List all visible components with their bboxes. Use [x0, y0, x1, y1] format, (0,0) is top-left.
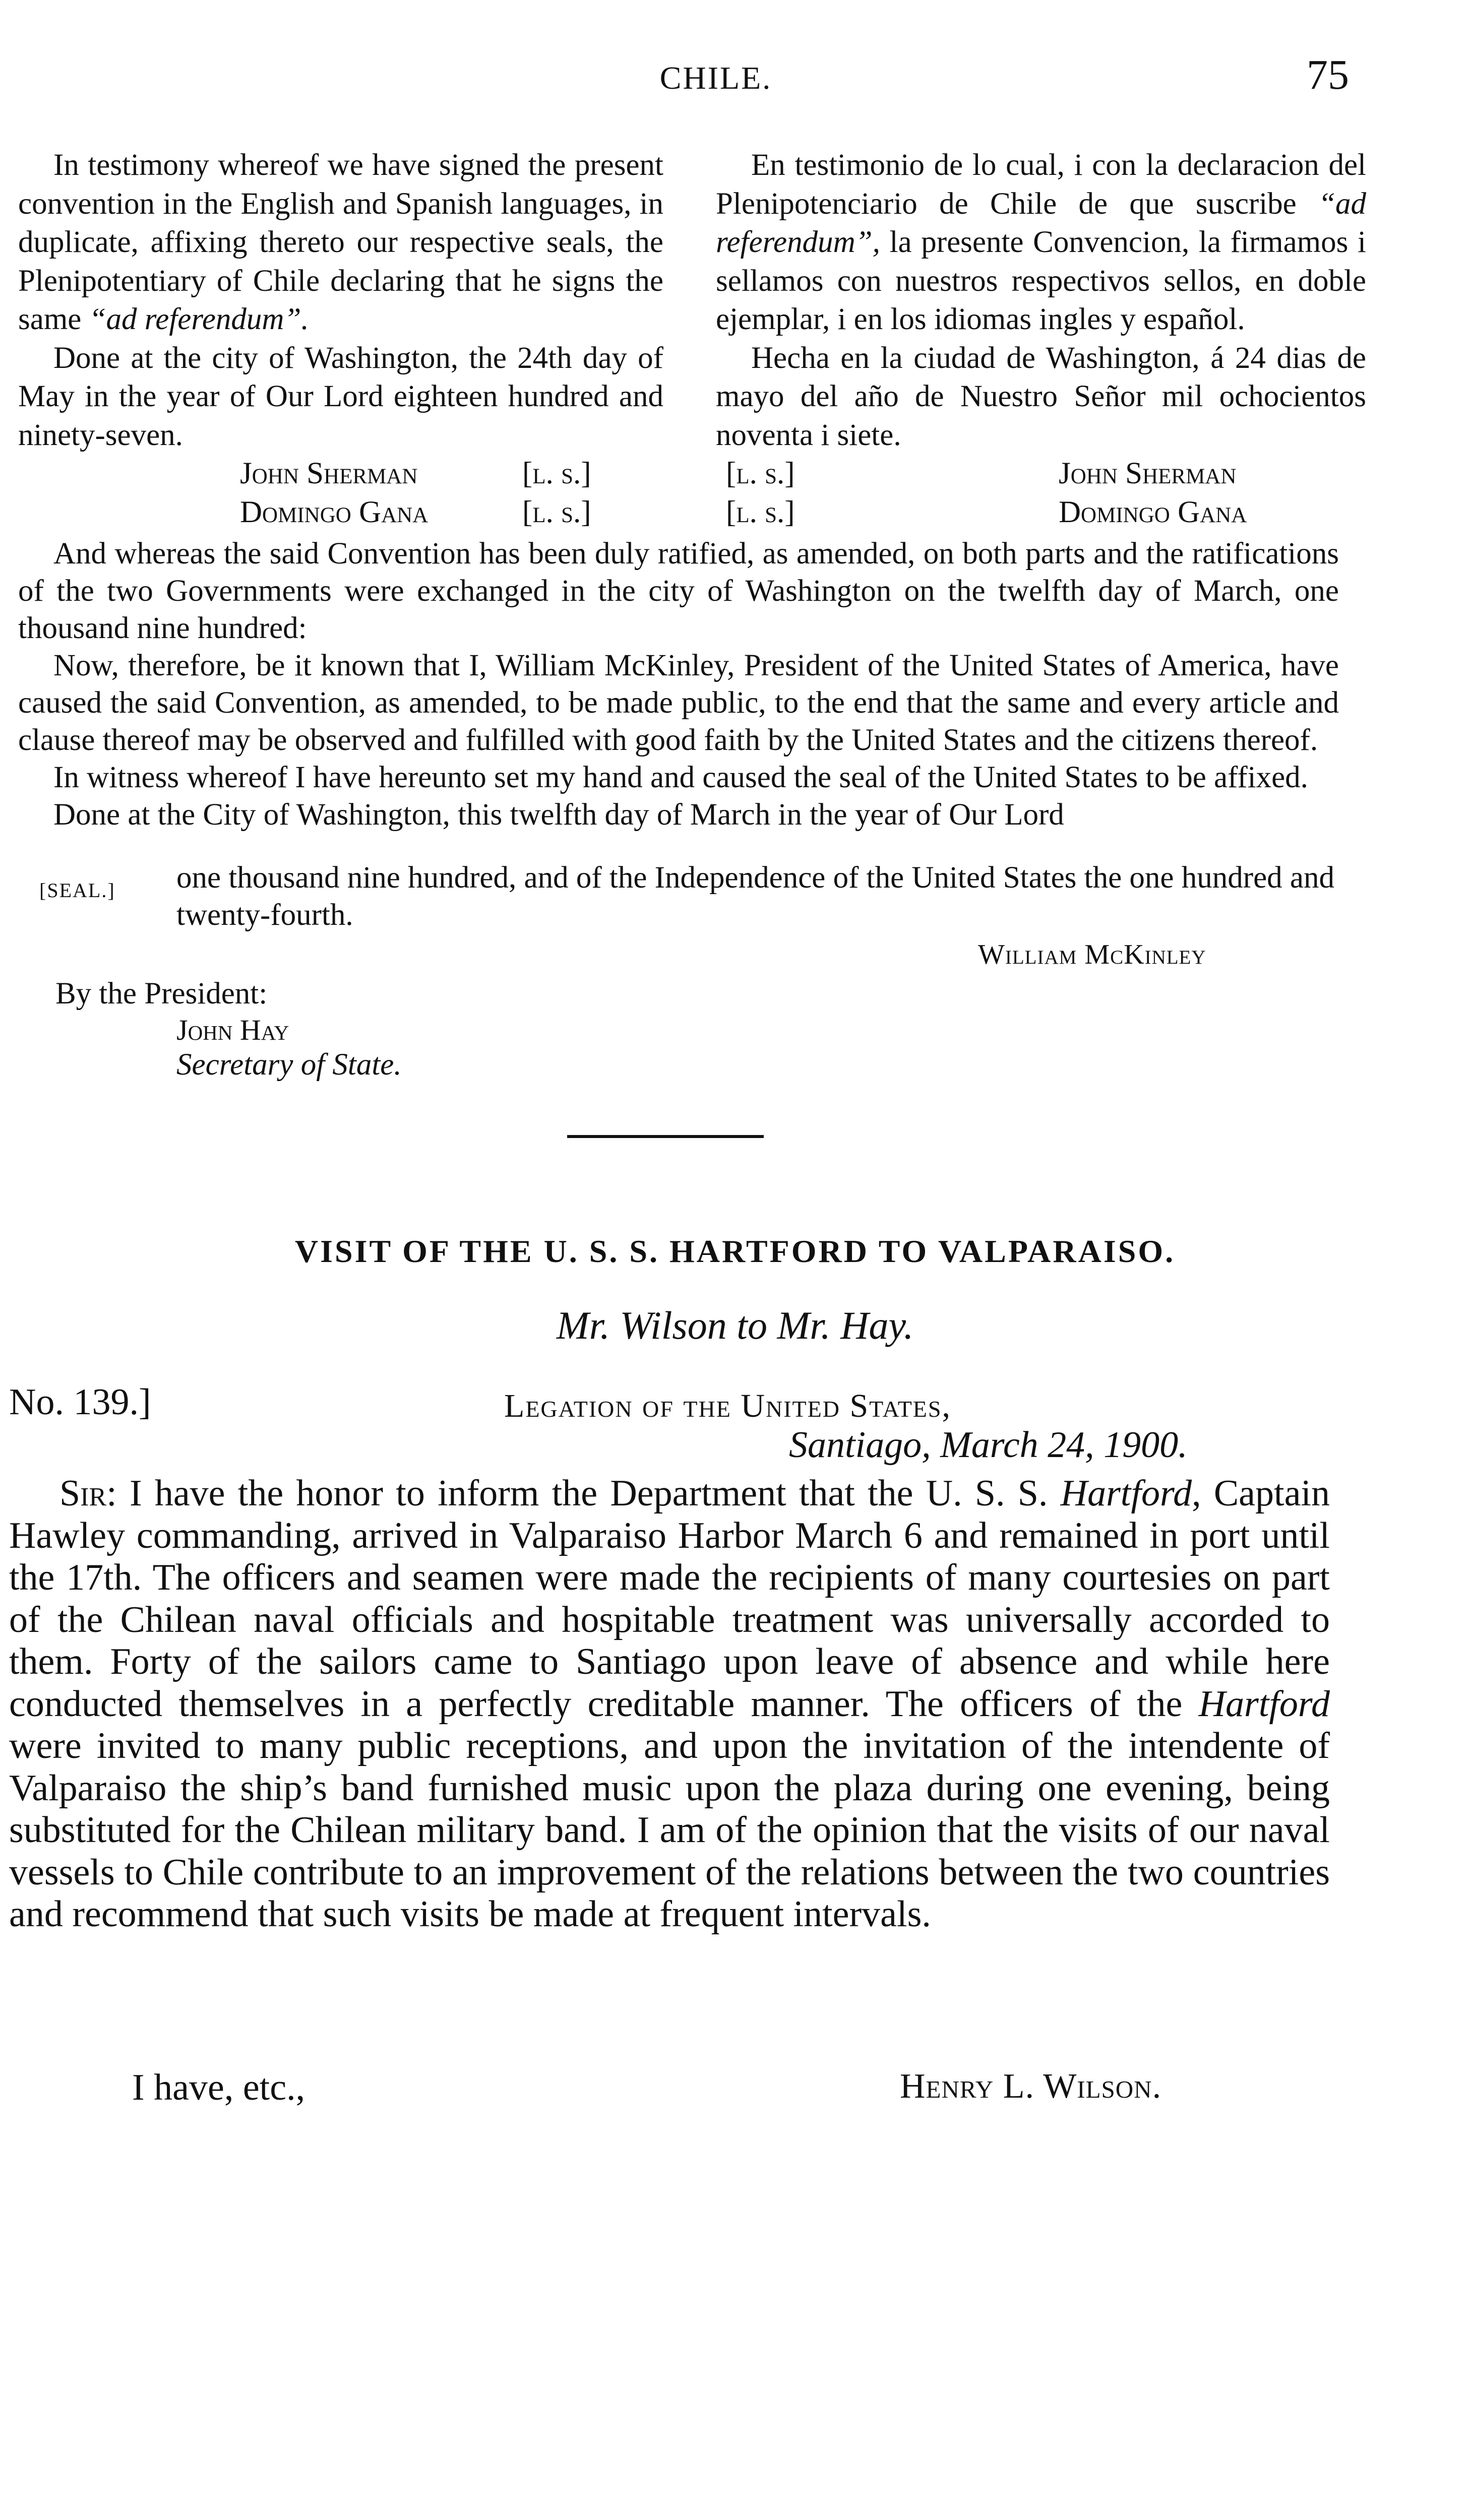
- ship-name: Hartford: [1198, 1683, 1330, 1725]
- in-witness-paragraph: In witness whereof I have hereunto set my hand and caused the seal of the United States to be affixed.: [53, 761, 1308, 794]
- ship-name: Hartford: [1060, 1473, 1192, 1514]
- secretary-title: Secretary of State.: [176, 1048, 402, 1082]
- correspondence-heading: Mr. Wilson to Mr. Hay.: [556, 1303, 914, 1347]
- spanish-signature-row: [716, 455, 1366, 493]
- signatory-name: John Sherman: [1059, 457, 1237, 490]
- section-divider: [567, 1135, 764, 1138]
- spanish-column: [716, 146, 1366, 532]
- spanish-testimony-paragraph: En testimonio de lo cual, i con la declaracion del Plenipotenciario de Chile de que suscribe “ad referendum”, la presente Convencion, la firmamos i sellamos con nuestros respectivos sellos, en doble ejemplar, i en los idiomas ingles y español.: [716, 148, 1367, 336]
- president-signature: William McKinley: [978, 939, 1206, 970]
- seal-mark: [l. s.]: [522, 495, 591, 529]
- salutation: Sir:: [59, 1473, 117, 1514]
- letter-body: [9, 1473, 1330, 1936]
- section-title: VISIT OF THE U. S. S. HARTFORD TO VALPARAISO.: [294, 1233, 1176, 1269]
- done-at-line: Done at the City of Washington, this twelfth day of March in the year of Our Lord: [53, 798, 1064, 832]
- ad-referendum-quote: “ad referendum”.: [89, 302, 309, 336]
- spanish-signature-row: [716, 493, 1366, 532]
- signatory-name: Domingo Gana: [1059, 495, 1247, 529]
- english-testimony-paragraph: In testimony whereof we have signed the present convention in the English and Spanish languages, in duplicate, affixing thereto our respective seals, the Plenipotentiary of Chile declaring that he signs the same “ad referendum”.: [18, 148, 663, 336]
- legation-heading: Legation of the United States,: [504, 1388, 951, 1424]
- ratification-paragraph: And whereas the said Convention has been duly ratified, as amended, on both parts and the ratifications of the two Governments were exchanged in the city of Washington on the twelfth day of March, one thousand nine hundred:: [18, 537, 1339, 645]
- by-the-president: By the President:: [55, 977, 268, 1011]
- now-therefore-paragraph: Now, therefore, be it known that I, William McKinley, President of the United States of America, have caused the said Convention, as amended, to be made public, to the end that the same and every article and clause thereof may be observed and fulfilled with good faith by the United States and the citizens thereof.: [18, 649, 1339, 757]
- secretary-name: John Hay: [176, 1014, 289, 1046]
- seal-mark: [SEAL.]: [39, 879, 115, 902]
- despatch-number: No. 139.]: [9, 1381, 151, 1423]
- letter-closing: I have, etc.,: [132, 2067, 305, 2108]
- signatory-name: Domingo Gana: [240, 495, 428, 529]
- english-done-paragraph: Done at the city of Washington, the 24th day of May in the year of Our Lord eighteen hundred and ninety-seven.: [18, 341, 663, 452]
- running-head: CHILE.: [659, 60, 772, 96]
- seal-mark: [l. s.]: [726, 495, 795, 529]
- letter-signature: Henry L. Wilson.: [900, 2067, 1162, 2106]
- english-signature-row: [18, 493, 663, 532]
- proclamation-text: [18, 535, 1339, 834]
- english-signature-row: [18, 455, 663, 493]
- signatory-name: John Sherman: [240, 457, 418, 490]
- done-at-continuation: one thousand nine hundred, and of the Independence of the United States the one hundred and twenty-fourth.: [176, 861, 1334, 932]
- seal-mark: [l. s.]: [522, 457, 591, 490]
- spanish-done-paragraph: Hecha en la ciudad de Washington, á 24 dias de mayo del año de Nuestro Señor mil ochocientos noventa i siete.: [716, 341, 1366, 452]
- dateline: Santiago, March 24, 1900.: [789, 1424, 1188, 1466]
- letter-paragraph: Sir: I have the honor to inform the Department that the U. S. S. Hartford, Captain Hawley commanding, arrived in Valparaiso Harbor March 6 and remained in port until the 17th. The officers and seamen were made the recipients of many courtesies on part of the Chilean naval officials and hospitable treatment was universally accorded to them. Forty of the sailors came to Santiago upon leave of absence and while here conducted themselves in a perfectly creditable manner. The officers of the Hartford were invited to many public receptions, and upon the invitation of the intendente of Valparaiso the ship’s band furnished music upon the plaza during one evening, being substituted for the Chilean military band. I am of the opinion that the visits of our naval vessels to Chile contribute to an improvement of the relations between the two countries and recommend that such visits be made at frequent intervals.: [9, 1473, 1330, 1935]
- english-column: [18, 146, 663, 532]
- ad-referendum-quote: “ad referendum”,: [716, 186, 1367, 259]
- page-number: 75: [1307, 51, 1349, 98]
- seal-mark: [l. s.]: [726, 457, 795, 490]
